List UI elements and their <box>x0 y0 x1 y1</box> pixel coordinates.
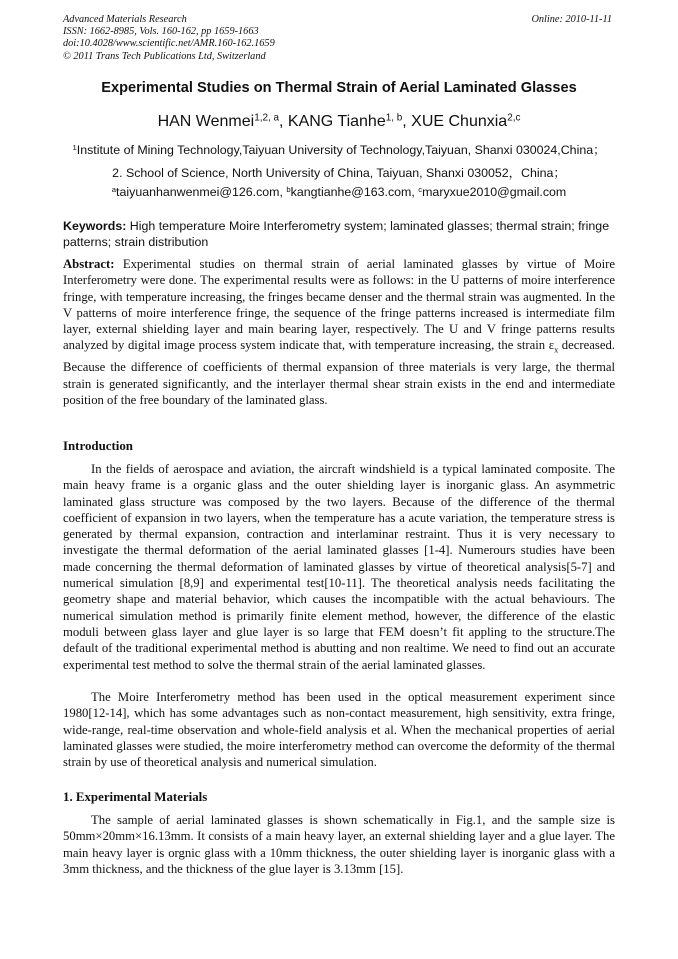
online-date: Online: 2010-11-11 <box>531 14 612 25</box>
abstract-label: Abstract: <box>63 257 115 271</box>
author-name: XUE Chunxia <box>411 113 508 130</box>
section-heading: 1. Experimental Materials <box>63 790 208 804</box>
affiliation-2: 2. School of Science, North University of China, Taiyuan, Shanxi 030052，China； <box>112 166 566 180</box>
author-sup: 1,2, a <box>254 112 279 124</box>
affiliation-1 <box>0 140 678 158</box>
abstract-text: decreased. Because the difference of coefficients of thermal expansion of three materials is very large, the thermal strain is generated significantly, and the interlayer thermal shear strain exists in the end and intermediate position of the free boundary of the laminated glass. <box>63 338 615 407</box>
keywords <box>63 219 615 250</box>
emails <box>0 185 678 199</box>
abstract-text: Experimental studies on thermal strain of aerial laminated glasses by virtue of Moire Interferometry were done. The experimental results were as follows: in the U patterns of moire interference fringe, with temperature increasing, the fringes became denser and the thermal strain was augmented. In the V patterns of moire interference fringe, the sequence of the fringe patterns increased is intermediate film layer, external shielding layer and main bearing layer, respectively. The U and V fringe patterns results analyzed by digital image process system indicate that, with temperature increasing, the strain ε <box>63 257 615 353</box>
email-sup: b <box>286 184 291 194</box>
introduction-paragraph: The Moire Interferometry method has been used in the optical measurement experiment since 1980[12-14], which has some advantages such as non-contact measurement, high sensitivity, extra fringe, wide-range, real-time observation and whole-field analysis et al. When the mechanical properties of aerial laminated glasses were studied, the moire interferometry method can overcome the deformity of the thermal strain by use of theoretical analysis and numerical simulation. <box>63 690 615 770</box>
introduction-paragraph: In the fields of aerospace and aviation, the aircraft windshield is a typical laminated composite. The main heavy frame is a organic glass and the outer shielding layer is inorganic glass. An asymmetric laminated glass structure was composed by the two layers. Because of the difference of the thermal coefficient of expansion in two layers, when the temperature has a acute variation, the temperature stress is generated by thermal expansion, contraction and interlaminar restraint. Thus it is very necessary to investigate the thermal deformation of the aerial laminated glasses [1-4]. Numerours studies have been made concerning the thermal deformation of laminated glasses by virtue of theoretical analysis[5-7] and numerical simulation [8,9] and experimental test[10-11]. The theoretical analysis needs facilitating the geometry shape and material behavior, which causes the incompatible with the actual behaviours. The numerical simulation method is primarily finite element method, however, the difference of the elastic moduli between glass layer and glue layer is so large that FEM doesn’t fit appling to the structure.The default of the traditional experimental method is abutting and non realtime. We need to find out an accurate experimental test method to solve the thermal strain of the aerial laminated glasses. <box>63 462 615 672</box>
section-paragraph: The sample of aerial laminated glasses is shown schematically in Fig.1, and the sample size is 50mm×20mm×16.13mm. It consists of a main heavy layer, an external shielding layer and a glue layer. The main heavy layer is orgnic glass with a 10mm thickness, the outer shielding layer is inorganic glass with a 3mm thickness, and the thickness of the glue layer is 3.13mm [15]. <box>63 813 615 876</box>
introduction-heading: Introduction <box>63 439 133 453</box>
affiliation-sup: 1 <box>72 142 77 152</box>
keywords-text: High temperature Moire Interferometry system; laminated glasses; thermal strain; fringe patterns; strain distribution <box>63 219 610 249</box>
authors: HAN Wenmei$^{1,2, a}$, KANG Tianhe$^{1, b}$, XUE Chunxia$^{2,c}$ <box>157 112 521 130</box>
copyright: © 2011 Trans Tech Publications Ltd, Switzerland <box>63 50 266 62</box>
issn: ISSN: 1662-8985, Vols. 160-162, pp 1659-1663 <box>63 26 259 38</box>
email: kangtianhe@163.com, <box>290 185 419 199</box>
author-name: KANG Tianhe <box>287 113 386 130</box>
email: maryxue2010@gmail.com <box>422 185 567 199</box>
author-name: HAN Wenmei <box>157 113 255 130</box>
email-sup: a <box>111 184 117 194</box>
email-sup: c <box>418 184 423 194</box>
affiliation-text: Institute of Mining Technology,Taiyuan University of Technology,Taiyuan, Shanxi 030024,China； <box>76 143 606 157</box>
journal-name: Advanced Materials Research <box>63 14 187 25</box>
abstract-subscript: x <box>554 346 559 356</box>
keywords-label: Keywords: <box>63 219 127 233</box>
author-sup: 2,c <box>507 112 521 124</box>
email: taiyuanhanwenmei@126.com, <box>116 185 287 199</box>
doi: doi:10.4028/www.scientific.net/AMR.160-162.1659 <box>63 38 275 50</box>
author-sup: 1, b <box>385 112 403 124</box>
abstract <box>63 256 615 408</box>
journal-header <box>63 14 275 63</box>
paper-title: Experimental Studies on Thermal Strain of Aerial Laminated Glasses <box>101 80 577 96</box>
